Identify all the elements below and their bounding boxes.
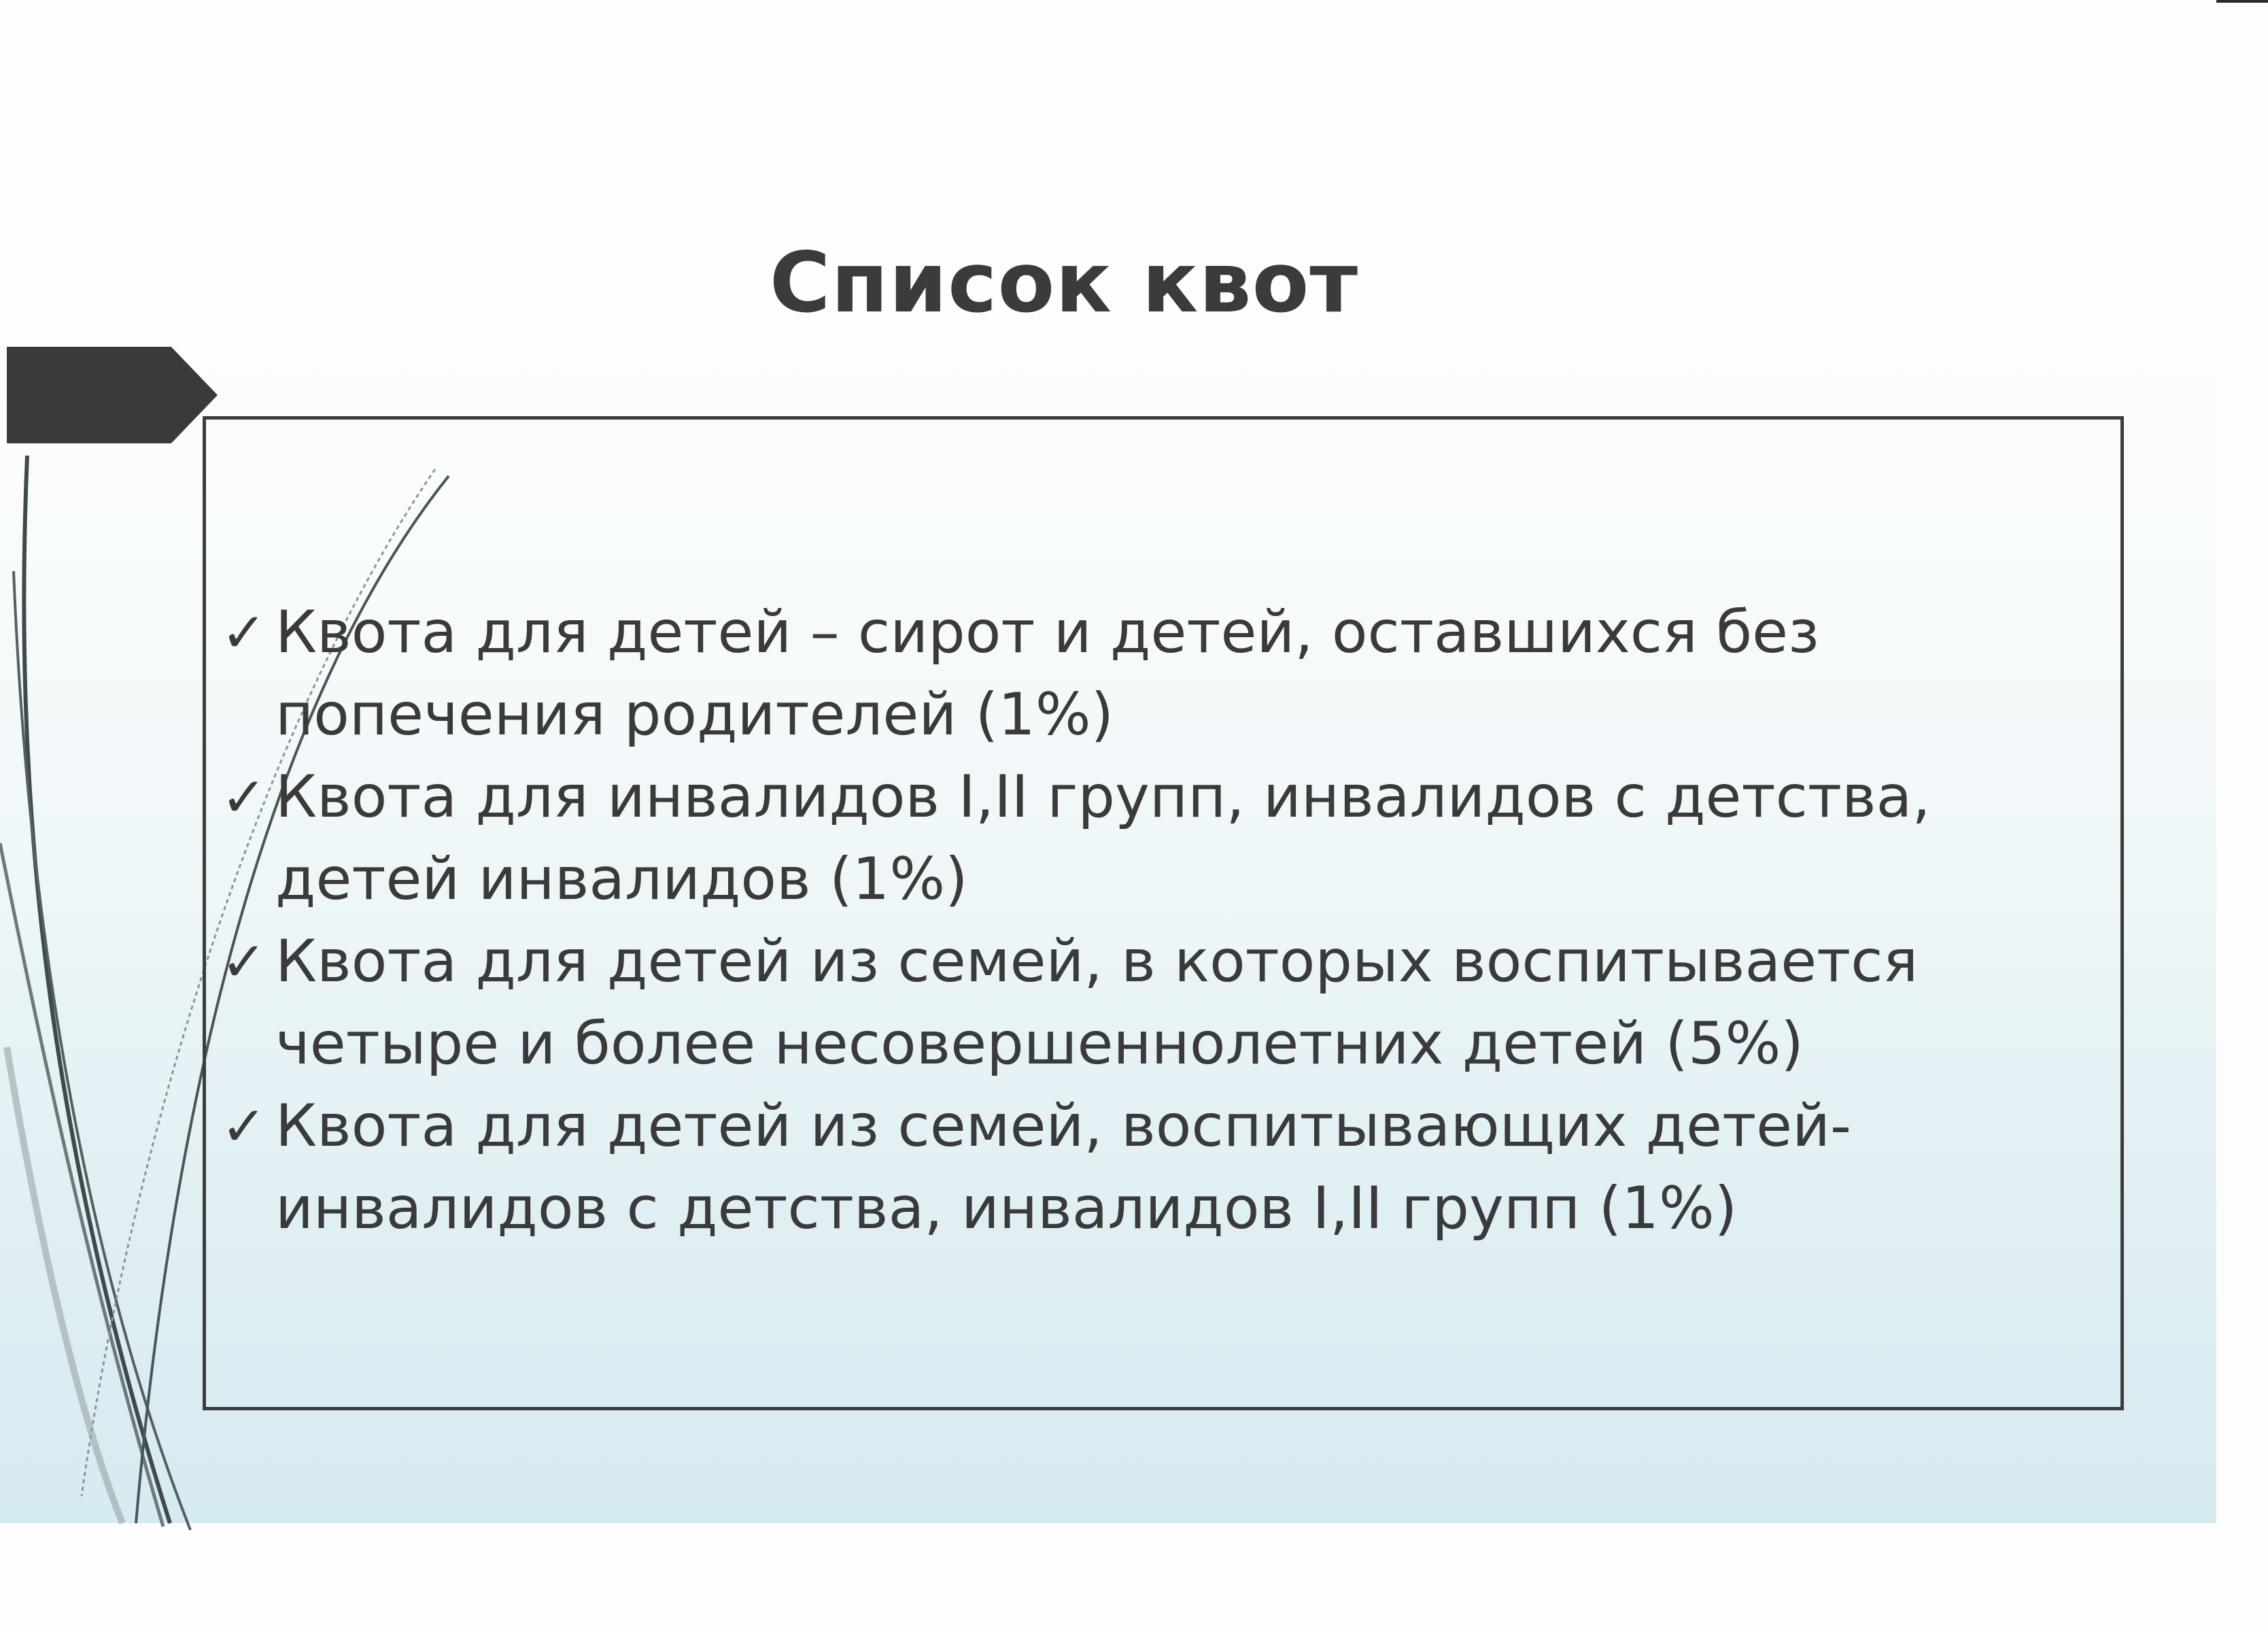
quota-item [221, 1085, 2097, 1250]
quota-list [221, 592, 2097, 1250]
checkmark-icon: ✓ [221, 930, 267, 993]
quota-item-text: Квота для инвалидов I,II групп, инвалидов с детства, детей инвалидов (1%) [275, 763, 1931, 913]
checkmark-icon: ✓ [221, 766, 267, 829]
quota-item [221, 921, 2097, 1085]
quota-item-text: Квота для детей из семей, в которых воспитывается четыре и более несовершеннолетних детей (5%) [275, 928, 1919, 1078]
checkmark-icon: ✓ [221, 1095, 267, 1158]
quota-item-text: Квота для детей – сирот и детей, оставшихся без попечения родителей (1%) [275, 598, 1819, 749]
checkmark-icon: ✓ [221, 601, 267, 664]
quota-item [221, 756, 2097, 921]
slide-title: Список квот [769, 235, 1359, 331]
quota-item-text: Квота для детей из семей, воспитывающих детей-инвалидов с детства, инвалидов I,II групп (1%) [275, 1092, 1852, 1242]
quota-item [221, 592, 2097, 756]
